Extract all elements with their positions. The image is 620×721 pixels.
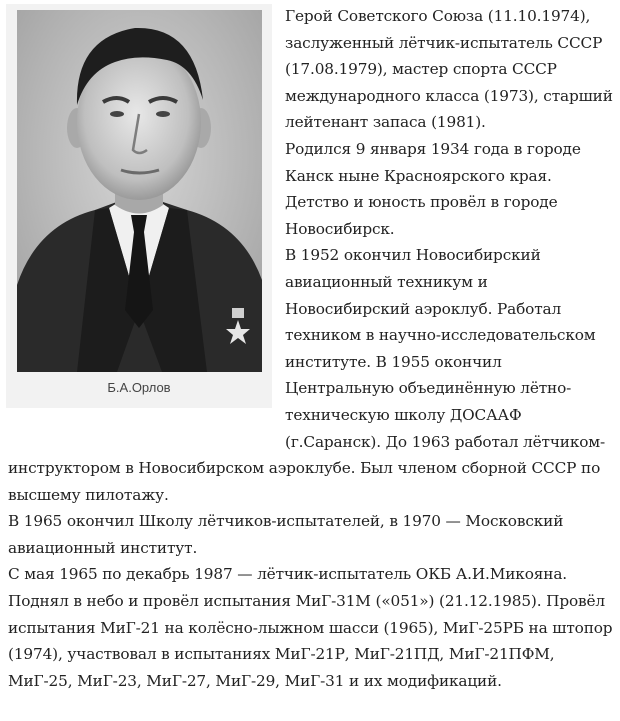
bio-paragraph-education: В 1952 окончил Новосибирский авиационный техникум и Новосибирский аэроклуб. Работал техником в научно-исследовательском институте. В 1955 окончил Центральную объединённую лётно-техническую школу ДОСААФ (г.Саранск). До 1963 работал лётчиком-инструктором в Новосибирском аэроклубе. Был членом сборной СССР по высшему пилотажу.	[8, 246, 606, 504]
portrait-caption: Б.А.Орлов	[107, 380, 171, 395]
biography-text	[8, 3, 614, 694]
float-spacer	[8, 3, 285, 431]
bio-paragraph-birth: Родился 9 января 1934 года в городе Канск ныне Красноярского края. Детство и юность провёл в городе Новосибирск.	[285, 139, 581, 238]
bio-paragraph-test-school: В 1965 окончил Школу лётчиков-испытателей, в 1970 — Московский авиационный институт.	[8, 512, 564, 557]
bio-paragraph-career: С мая 1965 по декабрь 1987 — лётчик-испытатель ОКБ А.И.Микояна. Поднял в небо и провёл испытания МиГ-31М («051») (21.12.1985). Провёл испытания МиГ-21 на колёсно-лыжном шасси (1965), МиГ-25РБ на штопор (1974), участвовал в испытаниях МиГ-21Р, МиГ-21ПД, МиГ-21ПФМ, МиГ-25, МиГ-23, МиГ-27, МиГ-29, МиГ-31 и их модификаций.	[8, 565, 613, 690]
bio-paragraph-titles: Герой Советского Союза (11.10.1974), заслуженный лётчик-испытатель СССР (17.08.1979), мастер спорта СССР международного класса (1973), старший лейтенант запаса (1981).	[285, 7, 613, 132]
